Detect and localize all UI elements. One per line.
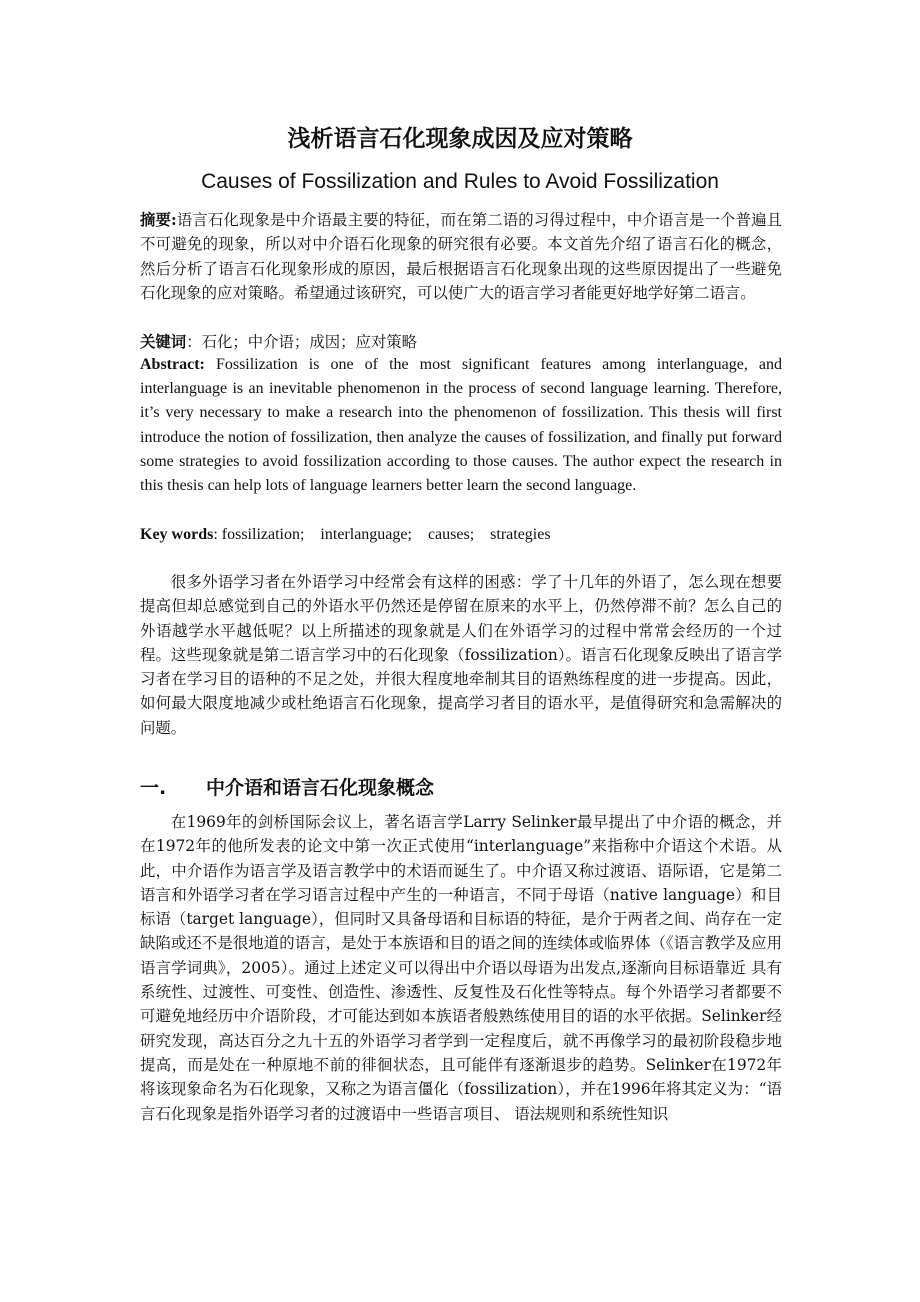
abstract-english (140, 353, 782, 498)
section-title: 中介语和语言石化现象概念 (206, 777, 435, 799)
abstract-english-text: Fossilization is one of the most significant features among interlanguage, and interlanguage is an inevitable phenomenon in the process of second language learning. Therefore, it’s very necessary to make a research into the phenomenon of fossilization. This thesis will first introduce the notion of fossilization, then analyze the causes of fossilization, and finally put forward some strategies to avoid fossilization according to those causes. The author expect the research in this thesis can help lots of language learners better learn the second language. (140, 356, 782, 495)
document-title-english: Causes of Fossilization and Rules to Avoid Fossilization (201, 170, 719, 193)
introduction-paragraph (140, 570, 782, 740)
keywords-english-text: : fossilization; interlanguage; causes; strategies (213, 526, 551, 543)
section-body (140, 810, 782, 1126)
section-paragraph: 在1969年的剑桥国际会议上，著名语言学Larry Selinker最早提出了中介语的概念，并在1972年的他所发表的论文中第一次正式使用“interlanguage”来指称中介语这个术语。从此，中介语作为语言学及语言教学中的术语而诞生了。中介语又称过渡语、语际语，它是第二语言和外语学习者在学习语言过程中产生的一种语言，不同于母语（native language）和目标语（target language），但同时又具备母语和目标语的特征，是介于两者之间、尚存在一定缺陷或还不是很地道的语言，是处于本族语和目的语之间的连续体或临界体（《语言教学及应用语言学词典》，2005）。通过上述定义可以得出中介语以母语为出发点,逐渐向目标语靠近 具有系统性、过渡性、可变性、创造性、渗透性、反复性及石化性等特点。每个外语学习者都要不可避免地经历中介语阶段，才可能达到如本族语者般熟练使用目的语的水平依据。Selinker经研究发现，高达百分之九十五的外语学习者学到一定程度后，就不再像学习的最初阶段稳步地提高，而是处在一种原地不前的徘徊状态，且可能伴有逐渐退步的趋势。Selinker在1972年将该现象命名为石化现象，又称之为语言僵化（fossilization），并在1996年将其定义为：“语言石化现象是指外语学习者的过渡语中一些语言项目、 语法规则和系统性知识 (140, 813, 782, 1123)
introduction-text: 很多外语学习者在外语学习中经常会有这样的困惑：学了十几年的外语了，怎么现在想要提高但却总感觉到自己的外语水平仍然还是停留在原来的水平上，仍然停滞不前？怎么自己的外语越学水平越低呢？以上所描述的现象就是人们在外语学习的过程中常常会经历的一个过程。这些现象就是第二语言学习中的石化现象（fossilization）。语言石化现象反映出了语言学习者在学习目的语种的不足之处，并很大程度地牵制其目的语熟练程度的进一步提高。因此，如何最大限度地减少或杜绝语言石化现象，提高学习者目的语水平，是值得研究和急需解决的问题。 (140, 573, 782, 737)
section-number: 一. (140, 777, 167, 799)
keywords-english (140, 523, 782, 547)
keywords-chinese-text: ：石化；中介语；成因；应对策略 (186, 333, 418, 351)
keywords-english-label: Key words (140, 526, 214, 543)
abstract-chinese (140, 208, 782, 305)
abstract-english-label: Abstract: (140, 356, 205, 373)
abstract-chinese-label: 摘要: (140, 211, 177, 229)
abstract-chinese-text: 语言石化现象是中介语最主要的特征，而在第二语的习得过程中，中介语言是一个普遍且不可避免的现象，所以对中介语石化现象的研究很有必要。本文首先介绍了语言石化的概念，然后分析了语言石化现象形成的原因，最后根据语言石化现象出现的这些原因提出了一些避免石化现象的应对策略。希望通过该研究，可以使广大的语言学习者能更好地学好第二语言。 (140, 211, 782, 302)
document-title-chinese: 浅析语言石化现象成因及应对策略 (287, 126, 633, 152)
section-heading (140, 773, 434, 800)
keywords-chinese-label: 关键词 (140, 333, 187, 351)
keywords-chinese (140, 330, 782, 354)
